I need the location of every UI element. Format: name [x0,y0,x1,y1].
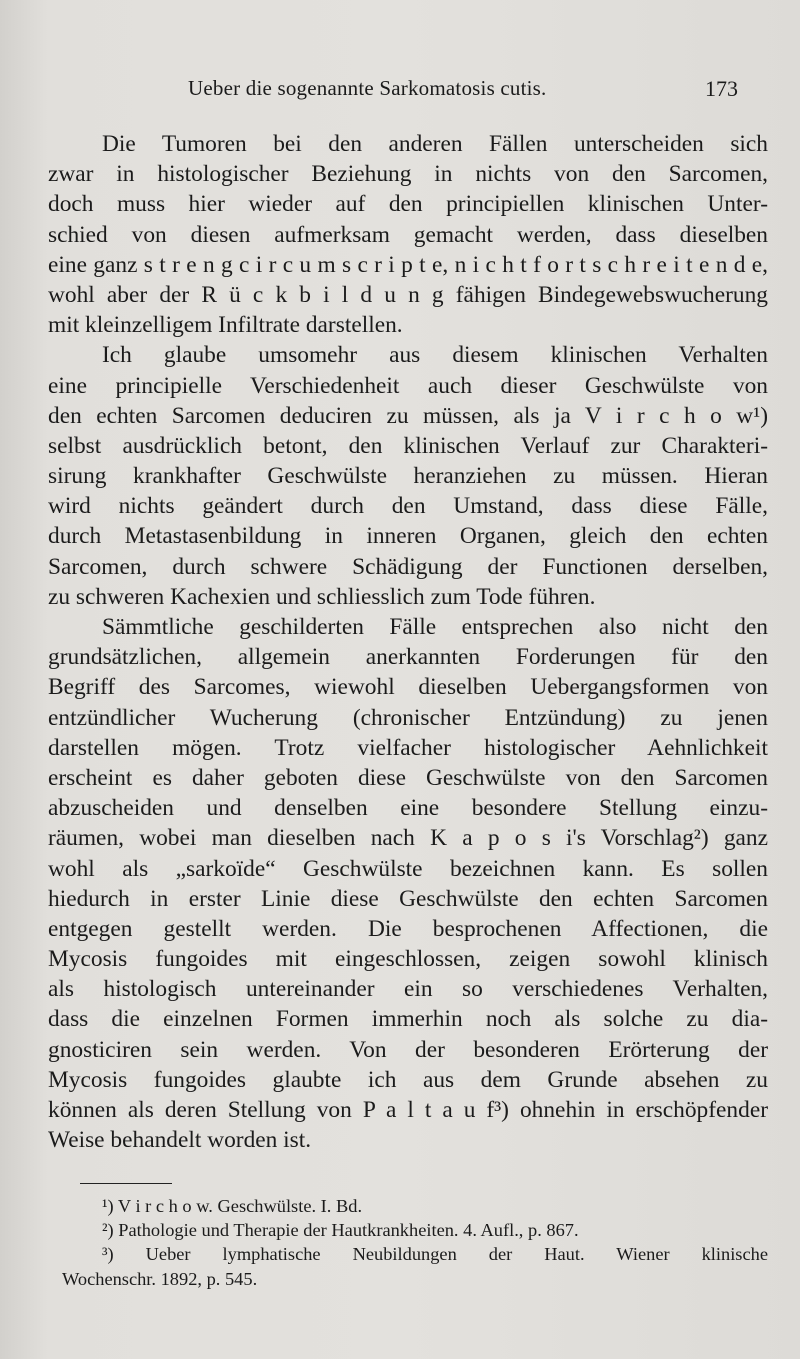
text-line: Ich glaube umsomehr aus diesem klinischen Verhalten [102,342,768,369]
text-line: entzündlicher Wucherung (chronischer Entzündung) zu jenen [48,704,768,731]
text-line: Sarcomen, durch schwere Schädigung der Functionen derselben, [48,553,768,580]
footnote-3: ³) Ueber lymphatische Neubildungen der Haut. Wiener klinische [102,1244,768,1265]
text-line: doch muss hier wieder auf den principiellen klinischen Unter- [48,191,768,218]
footnote-2: ²) Pathologie und Therapie der Hautkrankheiten. 4. Aufl., p. 867. [102,1220,579,1241]
text-line: wohl aber der R ü c k b i l d u n g fähigen Bindegewebswucherung [48,281,768,308]
text-line: darstellen mögen. Trotz vielfacher histologischer Aehnlichkeit [48,734,768,761]
text-line: zwar in histologischer Beziehung in nichts von den Sarcomen, [48,161,768,188]
text-line: wird nichts geändert durch den Umstand, dass diese Fälle, [48,493,768,520]
text-line: erscheint es daher geboten diese Geschwülste von den Sarcomen [48,764,768,791]
text-line: selbst ausdrücklich betont, den klinischen Verlauf zur Charakteri- [48,432,768,459]
running-head [0,76,800,106]
text-line: Sämmtliche geschilderten Fälle entsprechen also nicht den [102,614,768,640]
footnote-3-continued: Wochenschr. 1892, p. 545. [62,1268,258,1289]
text-line: gnosticiren sein werden. Von der besonderen Erörterung der [48,1036,768,1063]
text-line: Mycosis fungoides mit eingeschlossen, zeigen sowohl klinisch [48,946,768,973]
text-line: sirung krankhafter Geschwülste heranziehen zu müssen. Hieran [48,463,768,490]
text-line: hiedurch in erster Linie diese Geschwülste den echten Sarcomen [48,885,768,912]
text-line: Begriff des Sarcomes, wiewohl dieselben Uebergangsformen von [48,674,768,701]
text-line: durch Metastasenbildung in inneren Organen, gleich den echten [48,523,768,550]
text-line: Mycosis fungoides glaubte ich aus dem Grunde absehen zu [48,1066,768,1093]
text-line: räumen, wobei man dieselben nach K a p o s i's Vorschlag²) ganz [48,825,768,852]
text-line: als histologisch untereinander ein so verschiedenes Verhalten, [48,976,768,1003]
text-line: eine principielle Verschiedenheit auch dieser Geschwülste von [48,372,768,399]
text-line: dass die einzelnen Formen immerhin noch als solche zu dia- [48,1006,768,1033]
text-line: mit kleinzelligem Infiltrate darstellen. [48,312,403,339]
footnote-1: ¹) V i r c h o w. Geschwülste. I. Bd. [102,1196,363,1216]
body-text [48,129,768,1155]
text-line: entgegen gestellt werden. Die besprochenen Affectionen, die [48,915,768,942]
text-line: grundsätzlichen, allgemein anerkannten Forderungen für den [48,644,768,671]
footnotes [62,1194,768,1291]
footnote-divider [80,1183,172,1184]
page-number: 173 [705,76,738,101]
running-title: Ueber die sogenannte Sarkomatosis cutis. [188,76,547,100]
text-line: zu schweren Kachexien und schliesslich zum Tode führen. [48,583,596,610]
text-line: Weise behandelt worden ist. [48,1127,312,1154]
text-line: schied von diesen aufmerksam gemacht werden, dass dieselben [48,221,768,248]
text-line: abzuscheiden und denselben eine besondere Stellung einzu- [48,795,768,822]
text-line: können als deren Stellung von P a l t a u f³) ohnehin in erschöpfender [48,1097,768,1123]
text-line: wohl als „sarkoïde“ Geschwülste bezeichnen kann. Es sollen [48,855,768,882]
text-line: den echten Sarcomen deduciren zu müssen, als ja V i r c h o w¹) [48,402,768,429]
text-line: eine ganz s t r e n g c i r c u m s c r i p t e, n i c h t f o r t s c h r e i t e n d e, [48,251,768,278]
text-line: Die Tumoren bei den anderen Fällen unterscheiden sich [102,131,768,157]
